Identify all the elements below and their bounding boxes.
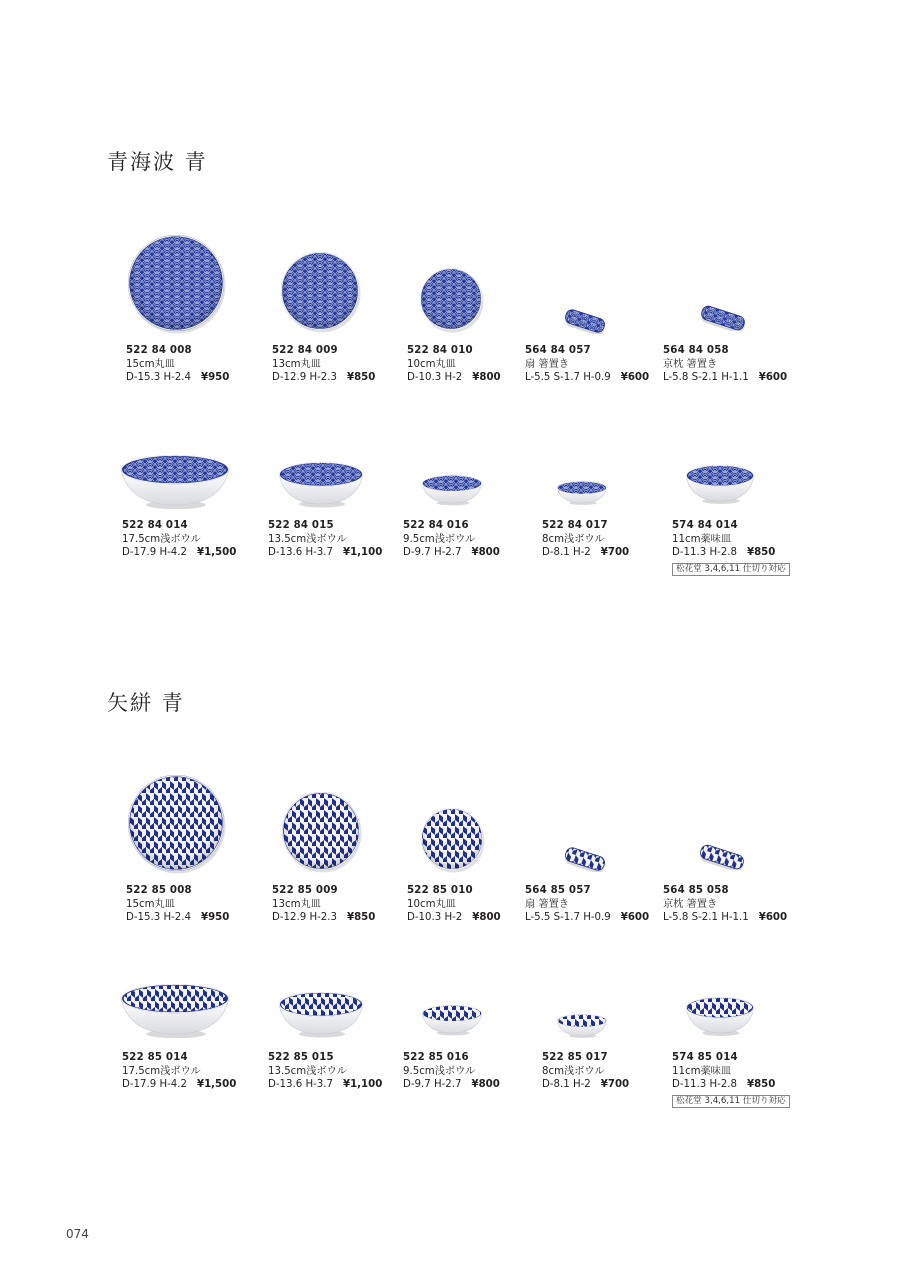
product-code: 522 85 009 (272, 885, 338, 896)
product-price: ¥800 (471, 547, 500, 559)
product-spec-line (407, 371, 501, 385)
product-spec-line (122, 546, 236, 560)
plate-image (122, 769, 230, 877)
product-dimensions: D-15.3 H-2.4 (126, 372, 191, 384)
product-price: ¥1,100 (342, 1079, 383, 1091)
bowl-image (416, 468, 488, 510)
product-price: ¥1,500 (196, 547, 237, 559)
plate-image (122, 229, 230, 337)
product-spec-line (672, 1078, 790, 1092)
product-caption (525, 884, 649, 925)
product-dimensions: D-13.6 H-3.7 (268, 547, 333, 559)
product-spec-line (542, 546, 629, 560)
product-code: 574 84 014 (672, 520, 738, 531)
product-price: ¥600 (758, 912, 788, 924)
product-dimensions: D-15.3 H-2.4 (126, 912, 191, 924)
product-price: ¥1,100 (342, 547, 383, 559)
product-spec-line (663, 371, 787, 385)
product-caption (272, 344, 375, 385)
product-spec-line (403, 1078, 500, 1092)
product-price: ¥850 (346, 912, 376, 924)
product-name: 13.5cm浅ボウル (268, 533, 347, 545)
product-name: 15cm丸皿 (126, 358, 175, 370)
product-name: 8cm浅ボウル (542, 1065, 605, 1077)
product-caption (663, 884, 787, 925)
product-code: 522 84 014 (122, 520, 188, 531)
product-name: 10cm丸皿 (407, 898, 456, 910)
product-name: 13cm丸皿 (272, 358, 321, 370)
product-code: 522 85 015 (268, 1052, 334, 1063)
product-name: 9.5cm浅ボウル (403, 1065, 476, 1077)
chopstick-rest-image (694, 844, 750, 870)
product-price: ¥850 (346, 372, 376, 384)
product-spec-line (525, 911, 649, 925)
product-dimensions: D-12.9 H-2.3 (272, 372, 337, 384)
product-caption (122, 1051, 236, 1092)
product-spec-line (542, 1078, 629, 1092)
product-spec-line (126, 371, 229, 385)
product-code: 522 84 008 (126, 345, 192, 356)
section-title-yagasuri: 矢絣 青 (107, 691, 185, 715)
product-caption (122, 519, 236, 560)
product-spec-line (272, 371, 375, 385)
product-name: 8cm浅ボウル (542, 533, 605, 545)
product-caption (272, 884, 375, 925)
product-code: 522 85 016 (403, 1052, 469, 1063)
product-name: 11cm薬味皿 (672, 1065, 732, 1077)
product-price: ¥850 (746, 547, 776, 559)
compatibility-note-badge: 松花堂 3,4,6,11 仕切り対応 (672, 1095, 790, 1108)
product-dimensions: D-11.3 H-2.8 (672, 1079, 737, 1091)
product-price: ¥600 (758, 372, 788, 384)
product-code: 522 84 015 (268, 520, 334, 531)
product-price: ¥800 (471, 1079, 500, 1091)
product-dimensions: L-5.8 S-2.1 H-1.1 (663, 912, 749, 924)
product-name: 京枕 箸置き (663, 898, 718, 910)
product-spec-line (672, 546, 790, 560)
product-name: 17.5cm浅ボウル (122, 1065, 201, 1077)
product-name: 17.5cm浅ボウル (122, 533, 201, 545)
product-caption (663, 344, 787, 385)
product-code: 564 84 058 (663, 345, 729, 356)
product-caption (403, 519, 500, 560)
product-name: 13cm丸皿 (272, 898, 321, 910)
product-name: 13.5cm浅ボウル (268, 1065, 347, 1077)
product-price: ¥600 (620, 912, 650, 924)
product-price: ¥950 (200, 912, 230, 924)
bowl-image (551, 1007, 613, 1043)
plate-image (415, 802, 489, 876)
product-caption (268, 519, 382, 560)
chopstick-rest-image (559, 846, 611, 872)
product-dimensions: D-10.3 H-2 (407, 372, 463, 384)
product-code: 522 85 017 (542, 1052, 608, 1063)
section-title-seigaiha: 青海波 青 (107, 150, 208, 174)
bowl-image (680, 990, 760, 1040)
product-spec-line (268, 546, 382, 560)
product-code: 522 84 009 (272, 345, 338, 356)
product-caption (407, 344, 501, 385)
product-caption (407, 884, 501, 925)
bowl-image (273, 455, 369, 511)
product-caption (542, 1051, 629, 1092)
product-code: 522 85 008 (126, 885, 192, 896)
product-code: 564 85 058 (663, 885, 729, 896)
product-name: 15cm丸皿 (126, 898, 175, 910)
bowl-image (680, 458, 760, 508)
chopstick-rest-image (695, 305, 751, 331)
product-dimensions: D-11.3 H-2.8 (672, 547, 737, 559)
product-dimensions: L-5.5 S-1.7 H-0.9 (525, 912, 611, 924)
product-code: 564 84 057 (525, 345, 591, 356)
product-code: 574 85 014 (672, 1052, 738, 1063)
product-dimensions: D-10.3 H-2 (407, 912, 463, 924)
product-caption (542, 519, 629, 560)
bowl-image (115, 977, 235, 1041)
product-spec-line (122, 1078, 236, 1092)
product-dimensions: D-13.6 H-3.7 (268, 1079, 333, 1091)
product-price: ¥1,500 (196, 1079, 237, 1091)
product-code: 522 84 017 (542, 520, 608, 531)
product-dimensions: D-8.1 H-2 (542, 1079, 591, 1091)
product-dimensions: D-8.1 H-2 (542, 547, 591, 559)
plate-image (414, 262, 488, 336)
bowl-image (551, 474, 613, 510)
product-code: 522 84 016 (403, 520, 469, 531)
product-price: ¥700 (600, 547, 630, 559)
product-spec-line (403, 546, 500, 560)
product-caption (126, 344, 229, 385)
product-dimensions: D-17.9 H-4.2 (122, 1079, 187, 1091)
product-name: 9.5cm浅ボウル (403, 533, 476, 545)
product-name: 10cm丸皿 (407, 358, 456, 370)
product-caption (126, 884, 229, 925)
product-price: ¥950 (200, 372, 230, 384)
product-spec-line (663, 911, 787, 925)
product-caption (672, 519, 790, 576)
product-dimensions: D-12.9 H-2.3 (272, 912, 337, 924)
product-spec-line (268, 1078, 382, 1092)
compatibility-note-badge: 松花堂 3,4,6,11 仕切り対応 (672, 563, 790, 576)
plate-image (275, 246, 365, 336)
product-code: 522 85 010 (407, 885, 473, 896)
product-spec-line (407, 911, 501, 925)
product-price: ¥850 (746, 1079, 776, 1091)
product-spec-line (126, 911, 229, 925)
product-code: 522 84 010 (407, 345, 473, 356)
product-name: 扇 箸置き (525, 898, 569, 910)
product-name: 11cm薬味皿 (672, 533, 732, 545)
product-name: 京枕 箸置き (663, 358, 718, 370)
plate-image (276, 786, 366, 876)
chopstick-rest-image (559, 308, 611, 334)
bowl-image (115, 448, 235, 512)
product-caption (268, 1051, 382, 1092)
product-price: ¥600 (620, 372, 650, 384)
bowl-image (416, 998, 488, 1040)
product-dimensions: D-9.7 H-2.7 (403, 547, 462, 559)
product-name: 扇 箸置き (525, 358, 569, 370)
product-price: ¥700 (600, 1079, 630, 1091)
product-spec-line (272, 911, 375, 925)
product-price: ¥800 (472, 912, 501, 924)
product-spec-line (525, 371, 649, 385)
product-dimensions: L-5.5 S-1.7 H-0.9 (525, 372, 611, 384)
page-number: 074 (66, 1227, 89, 1241)
product-caption (672, 1051, 790, 1108)
product-caption (403, 1051, 500, 1092)
bowl-image (273, 985, 369, 1041)
product-code: 522 85 014 (122, 1052, 188, 1063)
product-dimensions: D-9.7 H-2.7 (403, 1079, 462, 1091)
product-dimensions: L-5.8 S-2.1 H-1.1 (663, 372, 749, 384)
product-price: ¥800 (472, 372, 501, 384)
product-dimensions: D-17.9 H-4.2 (122, 547, 187, 559)
product-caption (525, 344, 649, 385)
product-code: 564 85 057 (525, 885, 591, 896)
